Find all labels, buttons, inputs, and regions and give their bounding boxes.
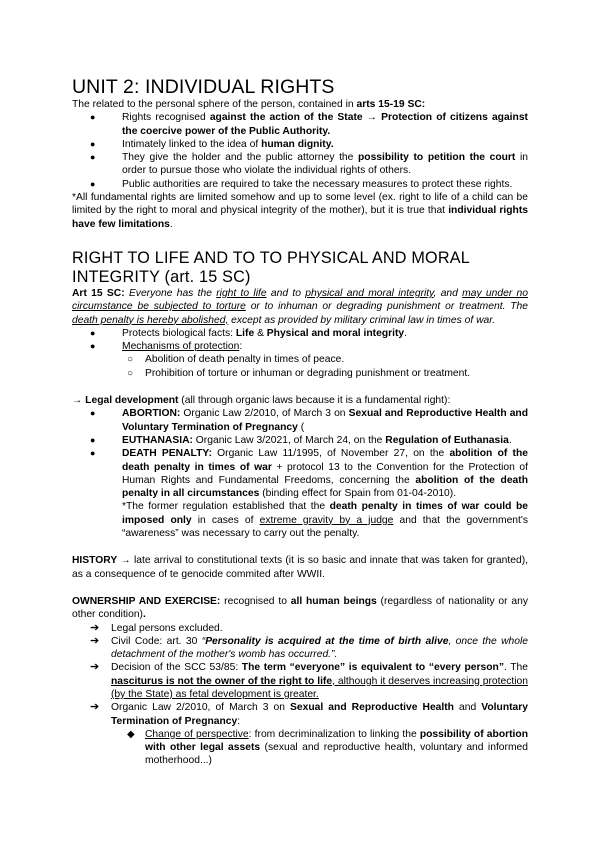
bullet-dot-icon: ● <box>90 408 96 419</box>
unit-title: UNIT 2: INDIVIDUAL RIGHTS <box>72 76 335 98</box>
bullet-dot-icon: ● <box>90 178 96 189</box>
list-item: ➔ Organic Law 2/2010, of March 3 on Sexual and Reproductive Health and Voluntary Termination of Pregnancy: <box>90 701 529 727</box>
arrow-right-icon: ➔ <box>90 634 100 647</box>
ownership-list <box>72 622 528 768</box>
bullet-dot-icon: ● <box>90 152 96 163</box>
list-item: ● Protects biological facts: Life & Physical and moral integrity. <box>90 327 408 339</box>
bullet-circle-icon: ○ <box>127 354 134 366</box>
section-title: RIGHT TO LIFE AND TO TO PHYSICAL AND MORAL INTEGRITY (art. 15 SC) <box>72 248 470 286</box>
unit-intro: The related to the personal sphere of the person, contained in arts 15-19 SC: <box>72 99 426 110</box>
unit-note: *All fundamental rights are limited somehow and up to some level (ex. right to life of a child can be limited by the right to moral and physical integrity of the mother), but it is true that individual rights have few limitations. <box>72 192 528 230</box>
bullet-dot-icon: ● <box>90 112 96 123</box>
list-item: ○ Prohibition of torture or inhuman or degrading punishment or treatment. <box>127 367 471 379</box>
arrow-right-icon: ➔ <box>90 701 100 714</box>
bullet-dot-icon: ● <box>90 341 96 352</box>
list-item: *The former regulation established that the death penalty in times of war could be imposed only in cases of extreme gravity by a judge and that the government's “awareness” was necessary to carry out the penalty. <box>122 501 528 540</box>
legal-development-heading: → Legal development (all through organic laws because it is a fundamental right): <box>72 395 451 407</box>
arrow-right-icon: ➔ <box>90 661 100 674</box>
history-paragraph: HISTORY → late arrival to constitutional texts (it is so basic and innate that was taken for granted), as a consequence of te genocide commited after WWII. <box>72 555 528 580</box>
bullet-dot-icon: ● <box>90 448 96 459</box>
list-item: ● Mechanisms of protection: <box>90 341 243 353</box>
list-item: ● EUTHANASIA: Organic Law 3/2021, of March 24, on the Regulation of Euthanasia. <box>90 434 512 446</box>
list-item: ● They give the holder and the public attorney the possibility to petition the court in order to pursue those who violate the individual rights of others. <box>90 152 528 177</box>
diamond-bullet-icon: ◆ <box>127 728 135 740</box>
bullet-dot-icon: ● <box>90 434 96 445</box>
legal-development-list <box>72 407 528 540</box>
list-item: ➔ Civil Code: art. 30 “Personality is acquired at the time of birth alive, once the whole detachment of the mother's womb has occurred.”. <box>90 634 528 661</box>
list-item: ➔ Decision of the SCC 53/85: The term “everyone” is equivalent to “every person”. The nasciturus is not the owner of the right to life, although it deserves increasing protection (by the State) as fetal development is greater. <box>90 661 528 700</box>
list-item: ● ABORTION: Organic Law 2/2010, of March 3 on Sexual and Reproductive Health and Voluntary Termination of Pregnancy ( <box>90 408 529 433</box>
list-item: ● Intimately linked to the idea of human dignity. <box>90 138 334 150</box>
bullet-dot-icon: ● <box>90 138 96 149</box>
protection-list <box>72 327 528 380</box>
article-15-quote: Art 15 SC: Everyone has the right to life and to physical and moral integrity, and may under no circumstance be subjected to torture or to inhuman or degrading punishment or treatment. The death penalty is hereby abolished, except as provided by military criminal law in times of war. <box>72 287 529 326</box>
list-item: ● Public authorities are required to take the necessary measures to protect these rights. <box>90 178 513 190</box>
list-item: ● DEATH PENALTY: Organic Law 11/1995, of November 27, on the abolition of the death penalty in times of war + protocol 13 to the Convention for the Protection of Human Rights and Fundamental Freedoms, concerning the abolition of the death penalty in all circumstances (binding effect for Spain from 01-04-2010). <box>90 448 529 500</box>
list-item: ➔ Legal persons excluded. <box>90 621 223 634</box>
list-item: ○ Abolition of death penalty in times of peace. <box>127 354 345 366</box>
list-item: ● Rights recognised against the action of the State → Protection of citizens against the coercive power of the Public Authority. <box>90 112 528 137</box>
arrow-right-icon: ➔ <box>90 621 100 634</box>
unit-bullet-list <box>72 111 528 191</box>
bullet-circle-icon: ○ <box>127 367 134 379</box>
bullet-dot-icon: ● <box>90 327 96 338</box>
list-item: ◆ Change of perspective: from decriminalization to linking the possibility of abortion with other legal assets (sexual and reproductive health, voluntary and informed motherhood...) <box>127 728 528 767</box>
ownership-paragraph: OWNERSHIP AND EXERCISE: recognised to all human beings (regardless of nationality or any other condition). <box>72 595 528 621</box>
